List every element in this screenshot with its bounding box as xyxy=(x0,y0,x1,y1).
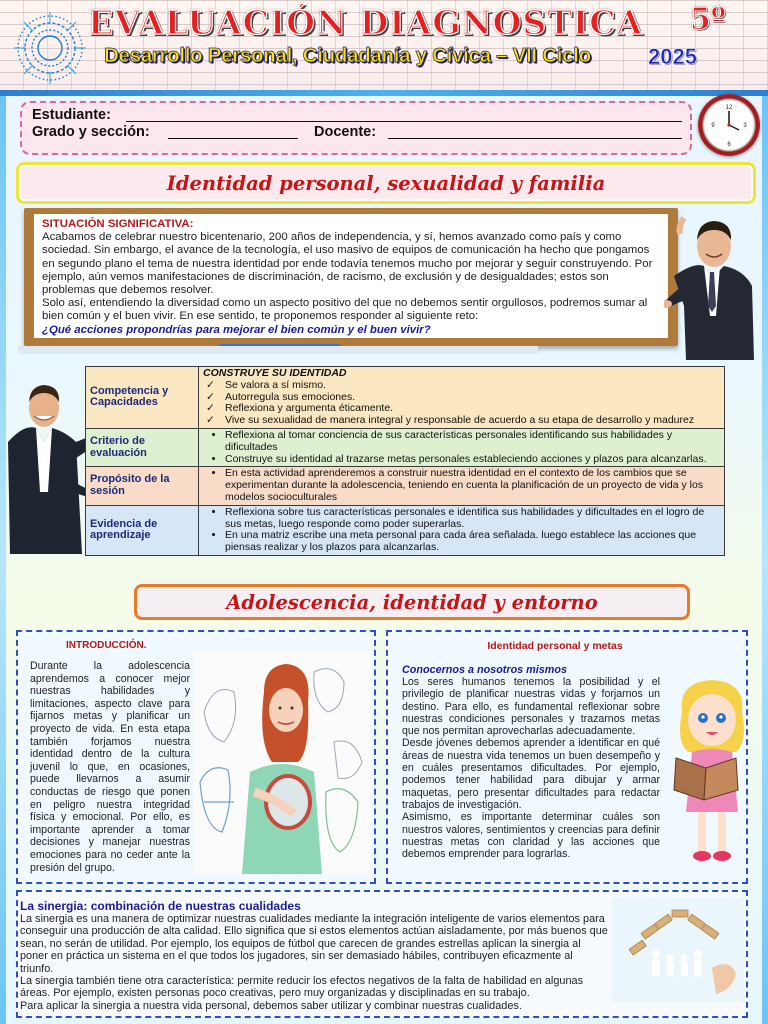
situation-paragraph-2: Solo así, entendiendo la diversidad como un aspecto positivo del que no debemos sentir orgullosos, podremos sumar al bien común y el buen vivir. En ese sentido, te proponemos responder al siguiente reto: xyxy=(42,297,648,323)
synergy-text xyxy=(20,913,608,1012)
left-border xyxy=(0,96,6,1024)
list-item: ✓ Reflexiona y argumenta éticamente. xyxy=(225,403,720,415)
synergy-title: La sinergia: combinación de nuestras cualidades xyxy=(20,899,301,913)
list-item: • Reflexiona sobre tus características personales e identifica sus habilidades y dificultades en el logro de sus metas, luego responde como poder superarlas. xyxy=(225,507,720,531)
competency-heading: CONSTRUYE SU IDENTIDAD xyxy=(203,367,347,379)
grade-label: 5º xyxy=(690,2,726,37)
intro-text: Durante la adolescencia aprendemos a conocer mejor nuestras habilidades y limitaciones, aspecto clave para fijarnos metas y planificar un proyecto de vida. En esta etapa también forjamos nuestra identidad dentro de la cultura juvenil lo que, en ocasiones, puede llevarnos a asumir conductas de riesgo que ponen en peligro nuestra integridad física y emocional. Por ello, es importante aprender a tomar decisiones y manejar nuestras emociones para no ceder ante la presión del grupo. xyxy=(30,660,190,874)
header-divider xyxy=(0,90,768,96)
table-row xyxy=(86,505,725,555)
page-title: EVALUACIÓN DIAGNOSTICA xyxy=(88,3,644,42)
list-item: • Construye su identidad al trazarse metas personales estableciendo acciones y plazos para alcanzarlas. xyxy=(225,454,720,466)
list-item: • En una matriz escribe una meta personal para cada área señalada. luego establece las acciones que piensas realizar y los plazos para alcanzarlas. xyxy=(225,530,720,554)
grade-section-field[interactable] xyxy=(168,138,298,139)
identity-paragraph-1: Los seres humanos tenemos la posibilidad y el privilegio de planificar nuestras vidas y forjarnos un destino. Para ello, es fundamental reflexionar sobre nuestras condiciones personales y trazarnos metas que nos permitan aprovecharlas adecuadamente. xyxy=(402,676,660,738)
table-row xyxy=(86,367,725,429)
table-row xyxy=(86,428,725,466)
identity-paragraph-2: Desde jóvenes debemos aprender a identificar en qué áreas de nuestra vida tenemos un buen desempeño y en cuáles presentamos dificultades. Por ejemplo, podemos tener habilidad para dibujar y armar maquetas, pero presentar dificultades para redactar trabajos de investigación. xyxy=(402,737,660,811)
clock-icon xyxy=(698,94,760,156)
list-item: ✓ Vive su sexualidad de manera integral y responsable de acuerdo a su etapa de desarrollo y madurez xyxy=(225,415,720,427)
criteria-cell xyxy=(199,428,725,466)
student-name-field[interactable] xyxy=(126,121,682,122)
competency-cell xyxy=(199,367,725,429)
student-label: Estudiante: xyxy=(32,107,111,123)
list-item: ✓ Se valora a sí mismo. xyxy=(225,380,720,392)
list-item: ✓ Autorregula sus emociones. xyxy=(225,392,720,404)
intro-title: INTRODUCCIÓN. xyxy=(66,640,147,651)
competency-label: Competencia y Capacidades xyxy=(86,367,199,429)
evidence-label: Evidencia de aprendizaje xyxy=(86,505,199,555)
table-row xyxy=(86,467,725,505)
identity-paragraph-3: Asimismo, es importante determinar cuáles son nuestros valores, sentimientos y creencias para definir nuestras metas con claridad y las acciones que debemos emprender para lograrlas. xyxy=(402,811,660,861)
synergy-paragraph-2: La sinergia también tiene otra característica: permite reducir los efectos negativos de la falta de habilidad en algunas áreas. Por ejemplo, existen personas poco creativas, pero muy organizadas y disciplinadas en su trabajo. xyxy=(20,975,584,1000)
situation-question: ¿Qué acciones propondrías para mejorar el bien común y el buen vivir? xyxy=(42,323,431,336)
list-item: • En esta actividad aprenderemos a construir nuestra identidad en el contexto de los cambios que se experimentan durante la adolescencia, teniendo en cuenta la planificación de un proyecto de vida y los modelos socioculturales xyxy=(225,468,720,503)
section-title-identity: Identidad personal, sexualidad y familia xyxy=(16,162,756,204)
section-title-adolescence: Adolescencia, identidad y entorno xyxy=(134,584,690,620)
board-shadow xyxy=(18,346,538,354)
student-info-box xyxy=(20,101,692,155)
teen-girl-illustration xyxy=(194,652,370,874)
identity-subtitle: Conocernos a nosotros mismos xyxy=(402,664,567,676)
situation-board xyxy=(24,208,678,346)
sunburst-logo-icon xyxy=(6,8,94,88)
svg-text:9: 9 xyxy=(711,123,715,129)
year-label: 2025 xyxy=(648,44,697,69)
situation-title: SITUACIÓN SIGNIFICATIVA: xyxy=(42,218,194,230)
situation-paragraph-1: Acabamos de celebrar nuestro bicentenario, 200 años de independencia, y sí, hemos avanzado como país y como sociedad. Sin embargo, el avance de la tecnología, el uso masivo de equipos de comunicación ha hecho que pongamos en segundo plano el tema de nuestra identidad por ende todavía tenemos mucho por mejorar y seguir construyendo. Por ejemplo, aún vemos manifestaciones de discriminación, de racismo, de exclusión y de desigualdades; estos son problemas que debemos resolver. xyxy=(42,231,653,297)
identity-title: Identidad personal y metas xyxy=(487,640,623,652)
teacher-label: Docente: xyxy=(314,124,377,140)
right-border xyxy=(762,96,768,1024)
svg-text:3: 3 xyxy=(743,123,747,129)
situation-content xyxy=(34,214,668,338)
purpose-label: Propósito de la sesión xyxy=(86,467,199,505)
purpose-cell xyxy=(199,467,725,505)
competency-table xyxy=(85,366,725,556)
header xyxy=(0,0,768,96)
svg-text:12: 12 xyxy=(725,105,733,111)
svg-text:6: 6 xyxy=(727,142,731,148)
evidence-cell xyxy=(199,505,725,555)
girl-reading-illustration xyxy=(672,672,752,872)
identity-text xyxy=(402,676,660,860)
family-house-illustration xyxy=(612,898,744,1002)
teacher-man-illustration xyxy=(664,206,754,360)
criteria-label: Criterio de evaluación xyxy=(86,428,199,466)
grade-section-label: Grado y sección: xyxy=(32,124,150,140)
course-subtitle: Desarrollo Personal, Ciudadanía y Cívica – VII Ciclo xyxy=(104,44,591,67)
synergy-paragraph-1: La sinergia es una manera de optimizar nuestras cualidades mediante la integración inteligente de varios elementos para conseguir una producción de alta calidad. Ello significa que si estos elementos actúan aisladamente, por más buenos que sean, no serán de utilidad. Por ejemplo, los equipos de fútbol que carecen de grandes estrellas aplican la sinergia al poner en práctica un sistema en el que todos los jugadores, sin ser demasiado hábiles, contribuyen eficazmente al triunfo. xyxy=(20,913,608,975)
list-item: • Reflexiona al tomar conciencia de sus características personales identificando sus habilidades y dificultades xyxy=(225,430,720,454)
teacher-field[interactable] xyxy=(388,138,682,139)
synergy-paragraph-3: Para aplicar la sinergia a nuestra vida personal, debemos saber utilizar y combinar nuestras cualidades. xyxy=(20,999,522,1012)
